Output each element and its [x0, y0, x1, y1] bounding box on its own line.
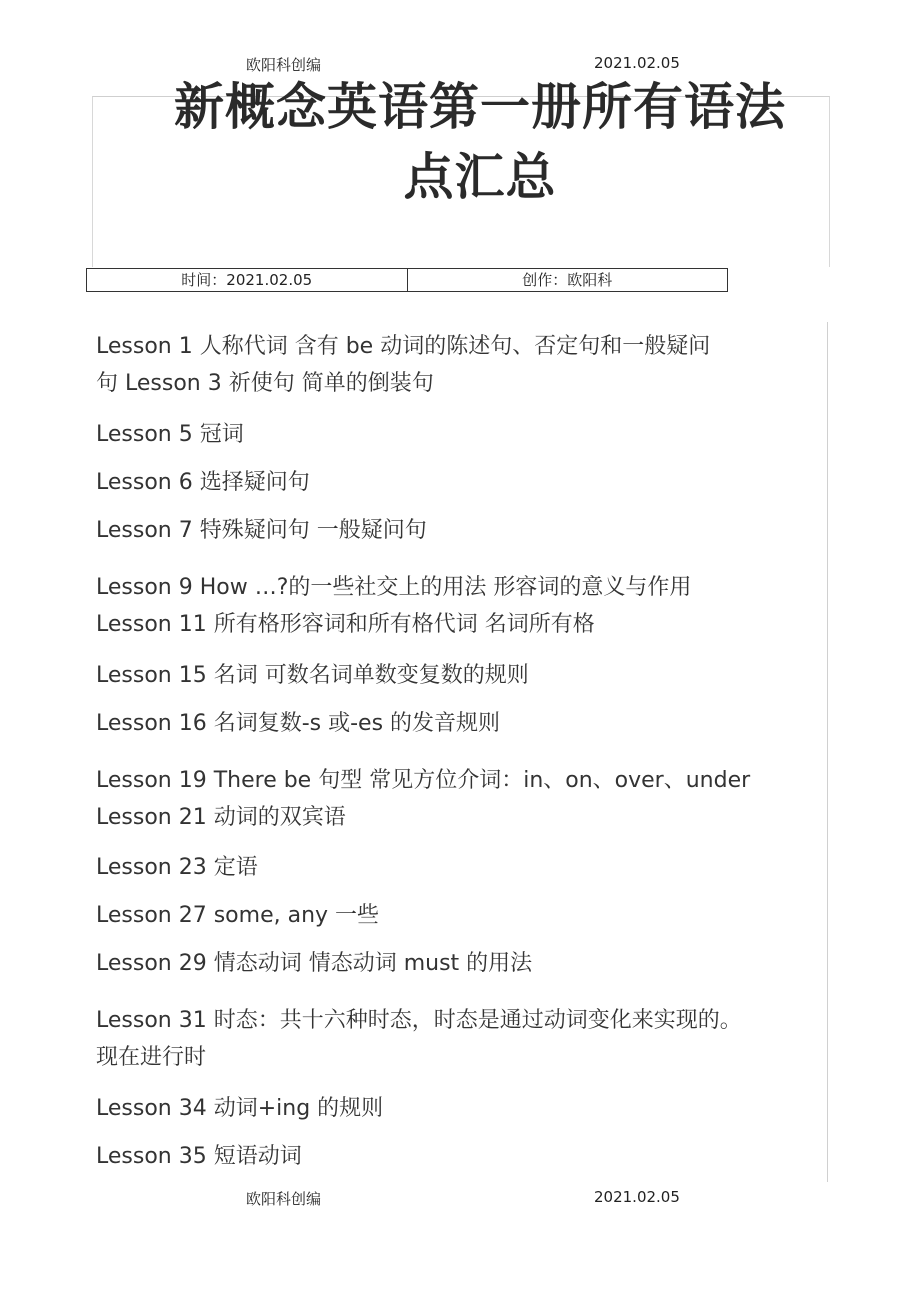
lesson-line: Lesson 31 时态：共十六种时态，时态是通过动词变化来实现的。	[96, 1008, 742, 1033]
info-author: 创作：欧阳科	[407, 269, 728, 291]
lesson-line: Lesson 16 名词复数-s 或-es 的发音规则	[96, 711, 501, 736]
lesson-line: 句 Lesson 3 祈使句 简单的倒装句	[96, 371, 434, 396]
info-time: 时间：2021.02.05	[181, 271, 313, 289]
footer-date: 2021.02.05	[594, 1188, 680, 1206]
lesson-line: Lesson 21 动词的双宾语	[96, 805, 346, 830]
footer-author: 欧阳科创编	[246, 1190, 322, 1208]
lesson-line: Lesson 7 特殊疑问句 一般疑问句	[96, 518, 427, 543]
header-author: 欧阳科创编	[246, 56, 322, 74]
lesson-line: Lesson 6 选择疑问句	[96, 470, 310, 495]
header-date: 2021.02.05	[594, 54, 680, 72]
title-line-2: 点汇总	[403, 148, 557, 206]
lesson-line: Lesson 27 some, any 一些	[96, 903, 380, 928]
lesson-line: Lesson 23 定语	[96, 855, 258, 880]
lesson-line: Lesson 34 动词+ing 的规则	[96, 1096, 384, 1121]
page-title	[120, 72, 840, 212]
lesson-line: Lesson 11 所有格形容词和所有格代词 名词所有格	[96, 612, 595, 637]
lesson-line: Lesson 19 There be 句型 常见方位介词：in、on、over、under	[96, 768, 751, 793]
title-line-1: 新概念英语第一册所有语法	[174, 78, 786, 136]
info-table	[86, 268, 728, 292]
lesson-line: Lesson 1 人称代词 含有 be 动词的陈述句、否定句和一般疑问	[96, 334, 711, 359]
lesson-line: Lesson 9 How …?的一些社交上的用法 形容词的意义与作用	[96, 575, 692, 600]
lesson-list	[96, 328, 836, 1175]
lesson-line: Lesson 15 名词 可数名词单数变复数的规则	[96, 663, 529, 688]
lesson-line: Lesson 29 情态动词 情态动词 must 的用法	[96, 951, 533, 976]
lesson-line: Lesson 5 冠词	[96, 422, 244, 447]
lesson-line: Lesson 35 短语动词	[96, 1144, 302, 1169]
lesson-line: 现在进行时	[96, 1045, 207, 1070]
